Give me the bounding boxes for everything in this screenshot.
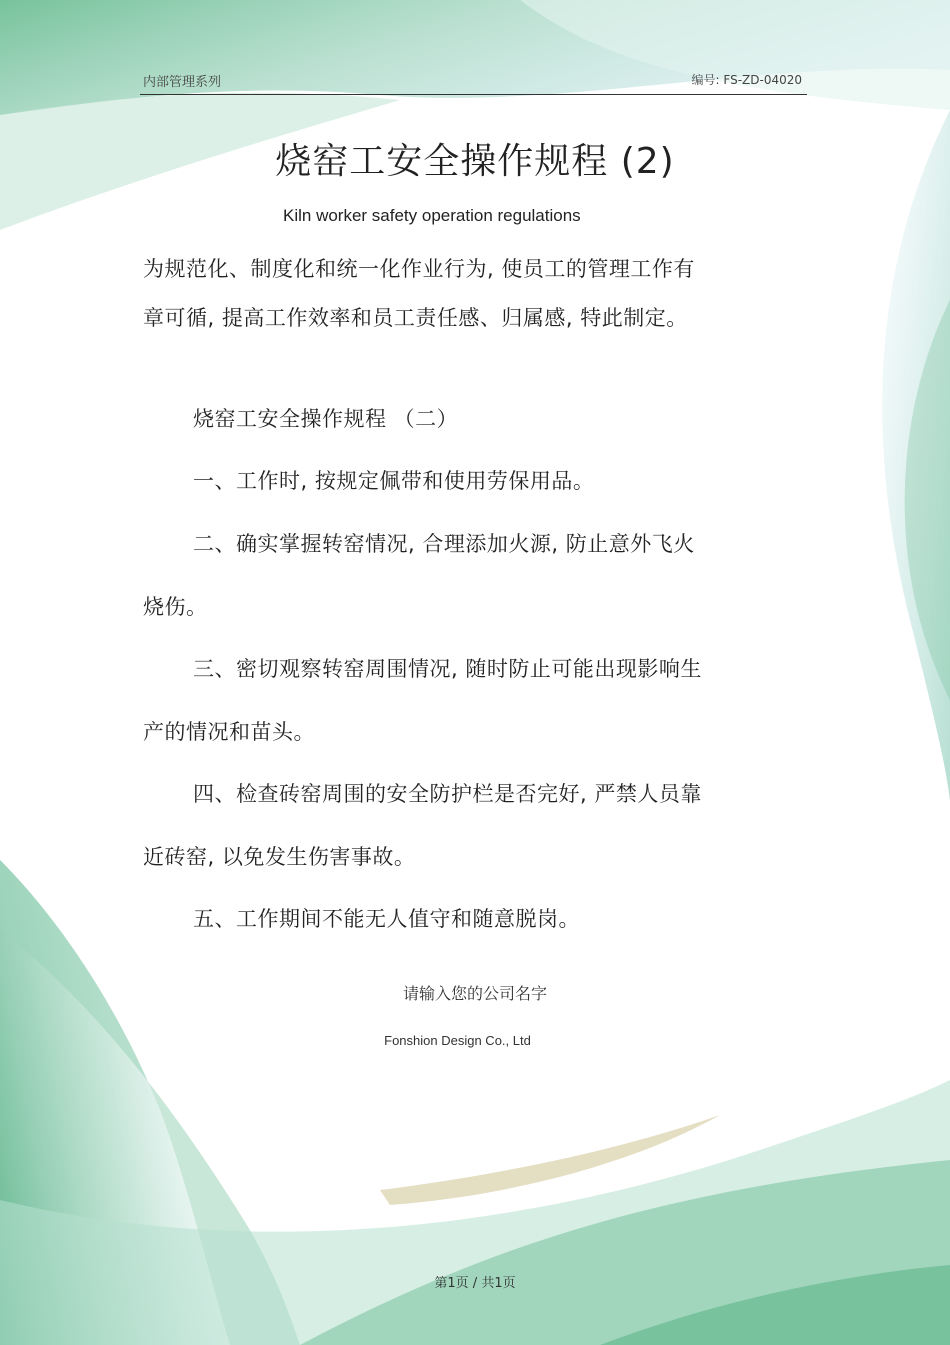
intro-line-1: 为规范化、制度化和统一化作业行为, 使员工的管理工作有: [143, 257, 695, 281]
header-divider: [140, 94, 807, 95]
rule-item-3-line-2: 产的情况和苗头。: [143, 720, 315, 744]
rule-item-4-line-2: 近砖窑, 以免发生伤害事故。: [143, 845, 416, 869]
rule-item-2-line-2: 烧伤。: [143, 595, 208, 619]
document-subtitle: Kiln worker safety operation regulations: [283, 206, 581, 225]
document-title: 烧窑工安全操作规程 (2): [275, 141, 675, 182]
section-heading: 烧窑工安全操作规程 （二）: [193, 407, 459, 431]
rule-item-5: 五、工作期间不能无人值守和随意脱岗。: [193, 907, 580, 931]
rule-item-2-line-1: 二、确实掌握转窑情况, 合理添加火源, 防止意外飞火: [193, 532, 695, 556]
page-number: 第1页 / 共1页: [434, 1276, 516, 1291]
intro-line-2: 章可循, 提高工作效率和员工责任感、归属感, 特此制定。: [143, 306, 688, 330]
header-series-label: 内部管理系列: [143, 75, 222, 90]
rule-item-1: 一、工作时, 按规定佩带和使用劳保用品。: [193, 469, 595, 493]
rule-item-3-line-1: 三、密切观察转窑周围情况, 随时防止可能出现影响生: [193, 657, 702, 681]
header-document-number: 编号: FS-ZD-04020: [691, 73, 802, 87]
company-name-english: Fonshion Design Co., Ltd: [384, 1033, 531, 1048]
rule-item-4-line-1: 四、检查砖窑周围的安全防护栏是否完好, 严禁人员靠: [193, 782, 702, 806]
company-name-placeholder: 请输入您的公司名字: [402, 984, 547, 1003]
